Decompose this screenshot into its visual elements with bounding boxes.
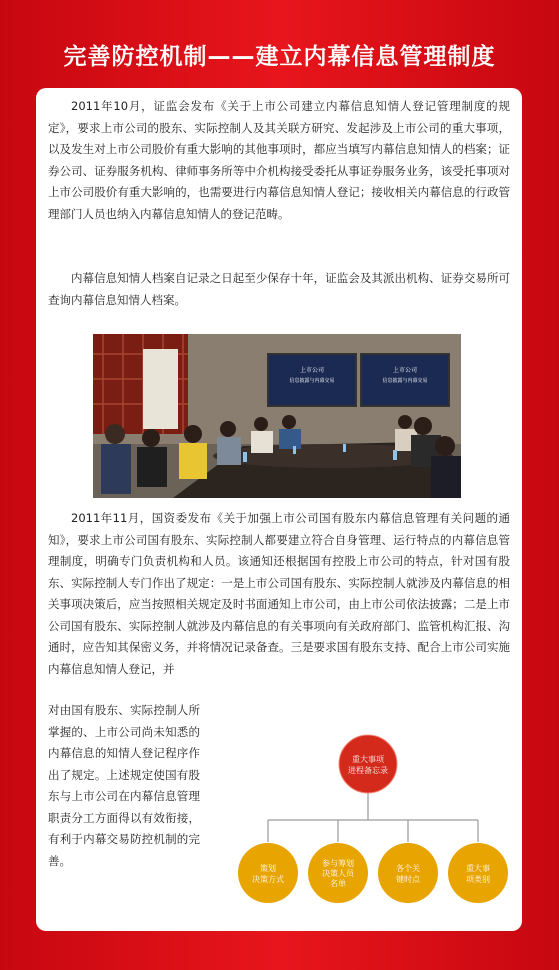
diagram-connectors: [268, 793, 478, 842]
diagram-child1-line2: 决策方式: [252, 875, 284, 884]
memo-diagram: [220, 716, 516, 926]
diagram-child2-line1: 参与筹划: [322, 859, 354, 868]
diagram-child1-line1: 策划: [260, 864, 276, 873]
diagram-child2-line2: 决策人员: [322, 869, 354, 878]
diagram-child-node-decision-method: [238, 843, 298, 903]
diagram-root-line2: 进程备忘录: [348, 766, 388, 775]
paragraph-csrc-regulation: 2011年10月，证监会发布《关于上市公司建立内幕信息知情人登记管理制度的规定》，要求上市公司的股东、实际控制人及其关联方研究、发起涉及上市公司的重大事项，以及发生对上市公司股价有重大影响的其他事项时，都应当填写内幕信息知情人的档案；证券公司、证券服务机构、律师事务所等中介机构接受委托从事证券服务业务，该受托事项对上市公司股价有重大影响的，也需要进行内幕信息知情人登记；接收相关内幕信息的行政管理部门人员也纳入内幕信息知情人的登记范畴。: [48, 99, 510, 221]
diagram-child2-line3: 名单: [330, 879, 346, 888]
paragraph-sasac-notice: 2011年11月，国资委发布《关于加强上市公司国有股东内幕信息管理有关问题的通知》，要求上市公司国有股东、实际控制人都要建立符合自身管理、运行特点的内幕信息管理制度，明确专门负责机构和人员。该通知还根据国有控股上市公司的特点，针对国有股东、实际控制人专门作出了规定：一是上市公司国有股东、实际控制人就涉及内幕信息的相关事项决策后，应当按照相关规定及时书面通知上市公司，由上市公司依法披露；二是上市公司国有股东、实际控制人就涉及内幕信息的有关事项向有关政府部门、监管机构汇报、沟通时，应告知其保密义务，并将情况记录备查。三是要求国有股东支持、配合上市公司实施内幕信息知情人登记，并: [48, 511, 510, 676]
diagram-child-node-key-timepoints: [378, 843, 438, 903]
meeting-photo: [93, 334, 461, 498]
diagram-child3-line2: 键时点: [396, 875, 420, 884]
diagram-child-node-participants: [308, 843, 368, 903]
diagram-child3-line1: 各个关: [396, 864, 420, 873]
screen-right-line1: 上市公司: [392, 367, 418, 374]
page-title: 完善防控机制——建立内幕信息管理制度: [63, 44, 496, 70]
screen-left-line2: 信息披露与内幕交易: [289, 378, 335, 384]
diagram-child4-line1: 重大事: [466, 864, 490, 873]
content-card: [36, 88, 522, 931]
paragraph-sasac-notice-continued: 对由国有股东、实际控制人所掌握的、上市公司尚未知悉的内幕信息的知情人登记程序作出了规定。上述规定使国有股东与上市公司在内幕信息管理职责分工方面得以有效衔接，有利于内幕交易防控机制的完善。: [48, 703, 200, 868]
screen-left-line1: 上市公司: [299, 367, 325, 374]
screen-right-line2: 信息披露与内幕交易: [382, 378, 428, 384]
diagram-root-line1: 重大事项: [352, 755, 384, 764]
meeting-photo-illustration: [93, 334, 461, 498]
paragraph-archive-retention: 内幕信息知情人档案自记录之日起至少保存十年，证监会及其派出机构、证券交易所可查询内幕信息知情人档案。: [48, 271, 510, 307]
diagram-child-node-event-category: [448, 843, 508, 903]
diagram-child4-line2: 项类别: [466, 875, 490, 884]
diagram-root-node: [339, 735, 397, 793]
